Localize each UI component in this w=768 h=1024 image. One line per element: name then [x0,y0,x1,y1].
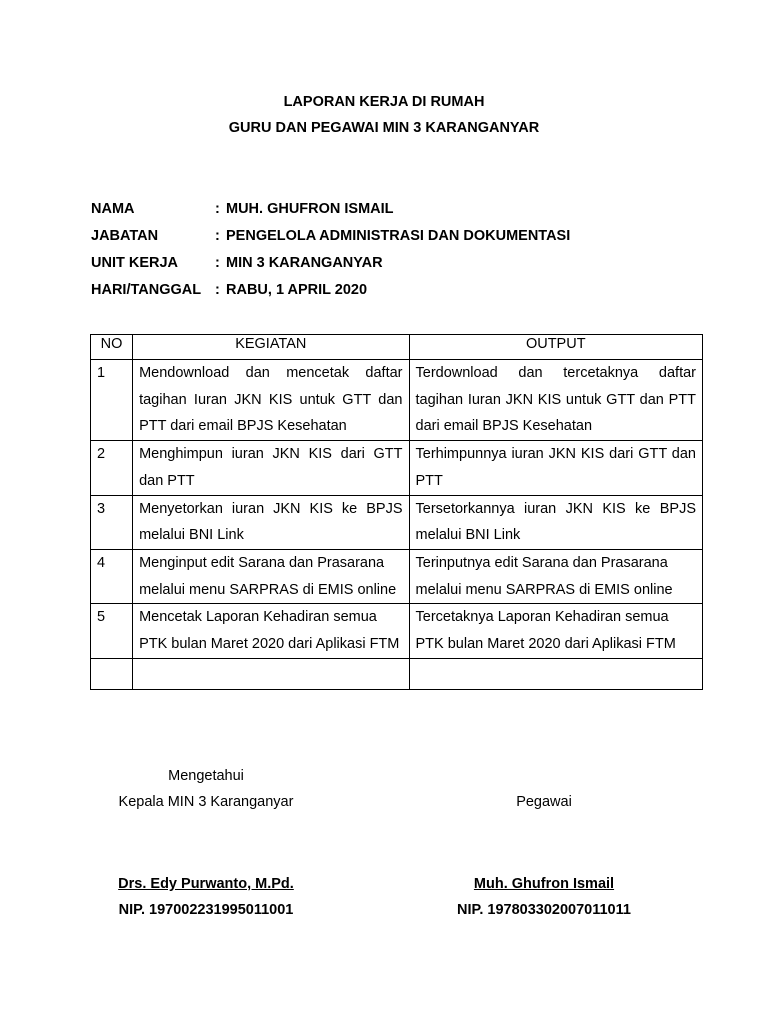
right-signer-role: Pegawai [516,794,572,810]
info-label: UNIT KERJA [91,255,179,271]
left-signer-name: Drs. Edy Purwanto, M.Pd. [118,876,294,892]
table-row-empty [91,658,703,689]
empty-cell [91,658,133,689]
info-colon: : [215,282,220,298]
row-kegiatan: Menghimpun iuran JKN KIS dari GTT dan PTT [133,441,409,495]
info-value: MIN 3 KARANGANYAR [226,255,383,271]
empty-cell [409,658,703,689]
row-no: 2 [91,441,133,495]
info-label: HARI/TANGGAL [91,282,202,298]
employee-info [91,201,570,309]
row-no: 1 [91,360,133,441]
acknowledge-label: Mengetahui [168,768,244,784]
header-no: NO [91,335,133,360]
info-value: PENGELOLA ADMINISTRASI DAN DOKUMENTASI [226,228,571,244]
row-no: 5 [91,604,133,658]
empty-cell [133,658,409,689]
right-signer-name: Muh. Ghufron Ismail [473,876,615,892]
left-signer-nip: NIP. 197002231995011001 [118,902,294,918]
report-subtitle: GURU DAN PEGAWAI MIN 3 KARANGANYAR [228,120,540,136]
info-row-hari-tanggal [91,282,570,309]
table-row [91,441,703,495]
activity-table [90,334,703,690]
left-signer-role: Kepala MIN 3 Karanganyar [118,794,294,810]
row-output: Tersetorkannya iuran JKN KIS ke BPJS melalui BNI Link [409,495,703,549]
row-output: Terhimpunnya iuran JKN KIS dari GTT dan PTT [409,441,703,495]
info-label: NAMA [91,201,135,217]
row-output: Terdownload dan tercetaknya daftar tagihan Iuran JKN KIS untuk GTT dan PTT dari email BPJS Kesehatan [409,360,703,441]
info-row-unit-kerja [91,255,570,282]
info-row-jabatan [91,228,570,255]
table-row [91,360,703,441]
row-kegiatan: Menginput edit Sarana dan Prasarana melalui menu SARPRAS di EMIS online [133,549,409,603]
row-kegiatan: Menyetorkan iuran JKN KIS ke BPJS melalui BNI Link [133,495,409,549]
right-signer-nip: NIP. 197803302007011011 [457,902,631,918]
info-value: RABU, 1 APRIL 2020 [226,282,368,298]
report-title: LAPORAN KERJA DI RUMAH [283,94,485,110]
row-output: Terinputnya edit Sarana dan Prasarana melalui menu SARPRAS di EMIS online [409,549,703,603]
table-header-row [91,335,703,360]
header-output: OUTPUT [409,335,703,360]
info-row-nama [91,201,570,228]
info-label: JABATAN [91,228,159,244]
row-kegiatan: Mencetak Laporan Kehadiran semua PTK bulan Maret 2020 dari Aplikasi FTM [133,604,409,658]
table-row [91,604,703,658]
table-row [91,549,703,603]
table-row [91,495,703,549]
row-no: 4 [91,549,133,603]
row-output: Tercetaknya Laporan Kehadiran semua PTK bulan Maret 2020 dari Aplikasi FTM [409,604,703,658]
info-value: MUH. GHUFRON ISMAIL [226,201,394,217]
info-colon: : [215,255,220,271]
info-colon: : [215,201,220,217]
header-kegiatan: KEGIATAN [133,335,409,360]
row-no: 3 [91,495,133,549]
info-colon: : [215,228,220,244]
row-kegiatan: Mendownload dan mencetak daftar tagihan Iuran JKN KIS untuk GTT dan PTT dari email BPJS Kesehatan [133,360,409,441]
